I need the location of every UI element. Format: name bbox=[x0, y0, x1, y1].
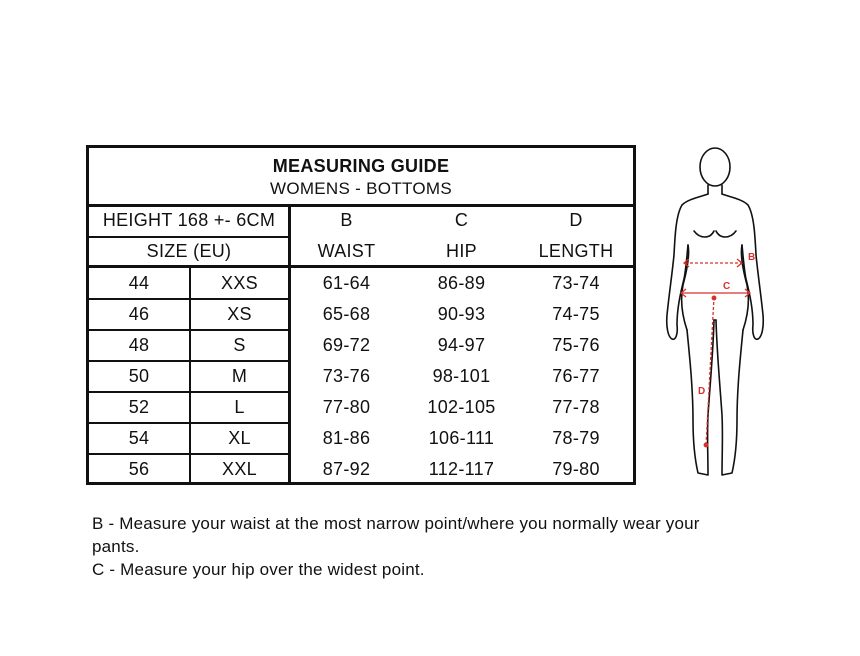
measurement-notes bbox=[92, 512, 752, 581]
hip-value: 94-97 bbox=[437, 335, 486, 355]
hip-value: 90-93 bbox=[437, 304, 486, 324]
col-d-name: LENGTH bbox=[538, 240, 614, 261]
length-value: 76-77 bbox=[552, 366, 600, 386]
letter-size: XS bbox=[227, 304, 252, 324]
col-c-letter: C bbox=[454, 209, 469, 230]
letter-size: M bbox=[231, 366, 248, 386]
waist-value: 73-76 bbox=[322, 366, 371, 386]
hip-value: 102-105 bbox=[427, 397, 496, 417]
waist-value: 87-92 bbox=[322, 459, 371, 479]
hip-value: 112-117 bbox=[428, 459, 495, 479]
label-c: C bbox=[723, 281, 731, 292]
note-waist: B - Measure your waist at the most narrow point/where you normally wear your pants. bbox=[92, 514, 700, 556]
letter-size: L bbox=[234, 397, 245, 417]
size-label: SIZE (EU) bbox=[146, 240, 232, 261]
body-outline-icon bbox=[660, 145, 770, 485]
eu-size: 46 bbox=[128, 304, 150, 324]
hip-value: 98-101 bbox=[432, 366, 491, 386]
eu-size: 56 bbox=[128, 459, 150, 479]
col-b-letter: B bbox=[340, 209, 353, 230]
height-label: HEIGHT 168 +- 6CM bbox=[102, 209, 276, 230]
letter-size: XL bbox=[228, 428, 251, 448]
eu-size: 50 bbox=[128, 366, 150, 386]
waist-value: 61-64 bbox=[322, 273, 371, 293]
guide-title: MEASURING GUIDE bbox=[272, 156, 450, 176]
measuring-guide-table bbox=[86, 145, 636, 485]
letter-size: S bbox=[233, 335, 246, 355]
letter-size: XXS bbox=[221, 273, 258, 293]
label-d: D bbox=[698, 386, 706, 397]
col-b-name: WAIST bbox=[317, 240, 376, 261]
guide-subtitle: WOMENS - BOTTOMS bbox=[269, 179, 453, 198]
eu-size: 52 bbox=[128, 397, 150, 417]
waist-value: 65-68 bbox=[322, 304, 371, 324]
length-value: 78-79 bbox=[552, 428, 600, 448]
eu-size: 48 bbox=[128, 335, 150, 355]
col-d-letter: D bbox=[569, 209, 583, 230]
waist-value: 77-80 bbox=[322, 397, 371, 417]
label-b: B bbox=[748, 252, 756, 263]
hip-value: 106-111 bbox=[428, 428, 495, 448]
length-value: 73-74 bbox=[552, 273, 600, 293]
waist-value: 69-72 bbox=[322, 335, 371, 355]
col-c-name: HIP bbox=[446, 240, 477, 261]
eu-size: 54 bbox=[128, 428, 150, 448]
letter-size: XXL bbox=[222, 459, 257, 479]
length-value: 75-76 bbox=[552, 335, 600, 355]
note-hip: C - Measure your hip over the widest point. bbox=[92, 560, 425, 579]
length-value: 74-75 bbox=[552, 304, 600, 324]
waist-value: 81-86 bbox=[322, 428, 371, 448]
length-value: 77-78 bbox=[552, 397, 600, 417]
guide-title-block bbox=[89, 148, 633, 207]
eu-size: 44 bbox=[128, 273, 150, 293]
length-value: 79-80 bbox=[552, 459, 600, 479]
body-measurement-figure bbox=[660, 145, 770, 485]
hip-value: 86-89 bbox=[437, 273, 486, 293]
